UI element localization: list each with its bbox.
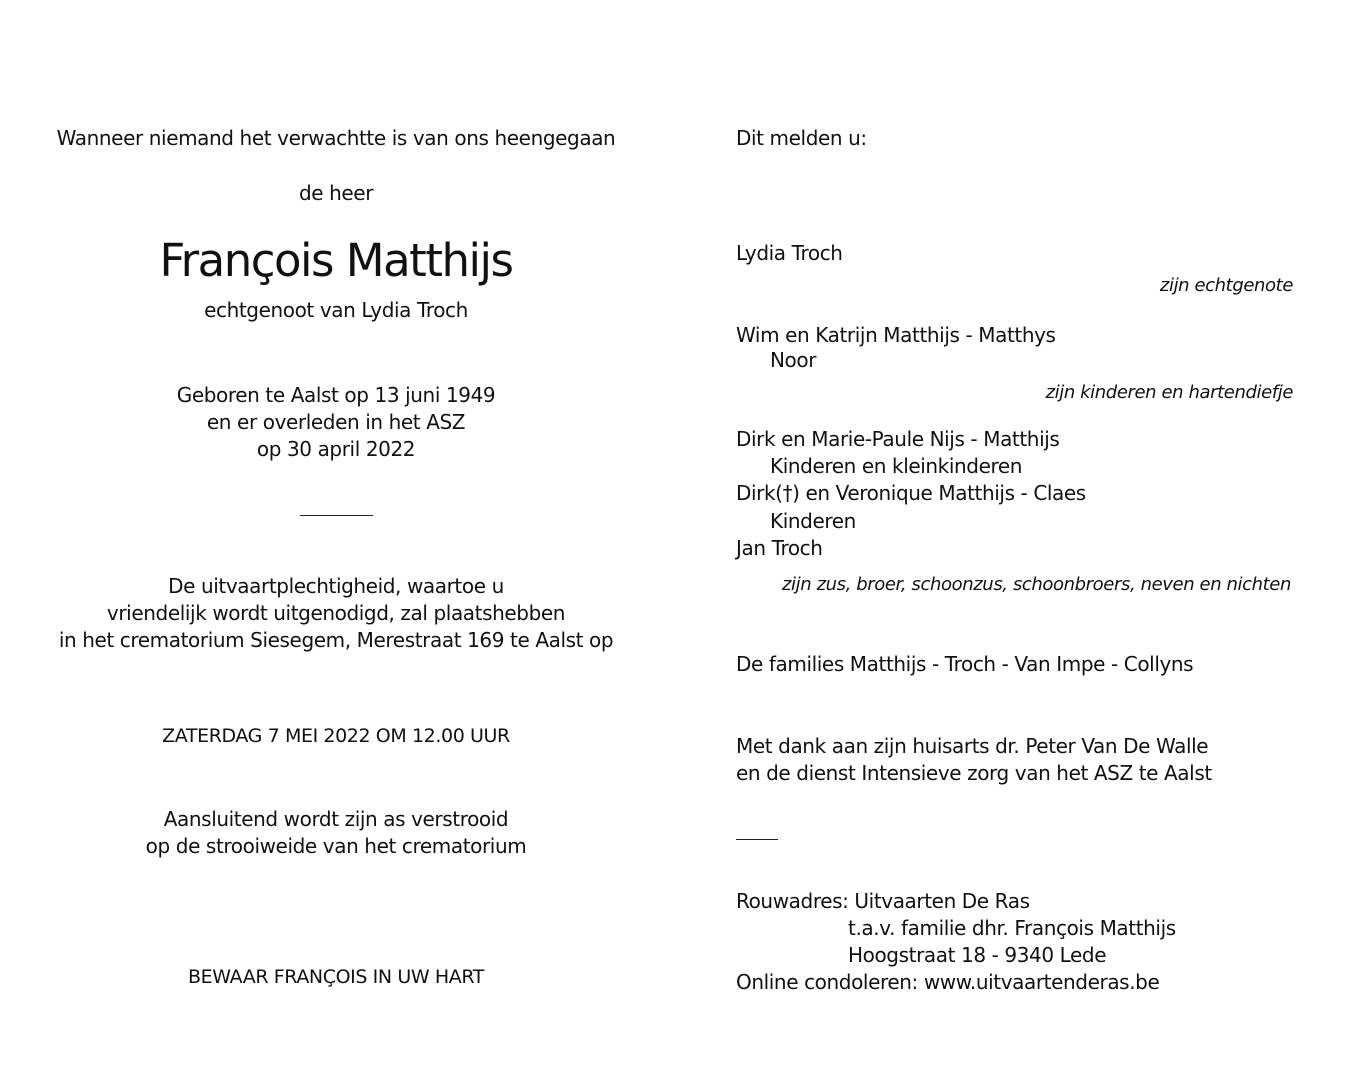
closing-line: BEWAAR FRANÇOIS IN UW HART <box>188 966 484 988</box>
ceremony-block <box>59 573 613 654</box>
sibling-line-2: Dirk(†) en Veronique Matthijs - Claes <box>736 481 1086 505</box>
sibling-line-1-sub: Kinderen en kleinkinderen <box>770 454 1023 478</box>
title-prefix: de heer <box>298 181 374 205</box>
thanks-block <box>736 733 1212 787</box>
spouse-line: echtgenoot van Lydia Troch <box>204 298 468 322</box>
divider-right <box>736 839 778 840</box>
death-date-line: op 30 april 2022 <box>256 437 416 461</box>
children-line: Wim en Katrijn Matthijs - Matthys <box>736 323 1056 347</box>
deceased-name: François Matthijs <box>159 234 513 287</box>
ashes-line-1: Aansluitend wordt zijn as verstrooid <box>163 807 509 831</box>
address-label: Rouwadres: Uitvaarten De Ras <box>736 889 1030 913</box>
sibling-line-2-sub: Kinderen <box>770 509 856 533</box>
children-role: zijn kinderen en hartendiefje <box>1045 382 1293 403</box>
ashes-line-2: op de strooiweide van het crematorium <box>145 834 527 858</box>
ceremony-line-3: in het crematorium Siesegem, Merestraat 169 te Aalst op <box>58 628 614 652</box>
ceremony-line-1: De uitvaartplechtigheid, waartoe u <box>168 574 504 598</box>
siblings-role: zijn zus, broer, schoonzus, schoonbroers, neven en nichten <box>781 574 1291 595</box>
sibling-line-1: Dirk en Marie-Paule Nijs - Matthijs <box>736 427 1060 451</box>
announce-text: Dit melden u: <box>736 126 867 150</box>
grandchild-line: Noor <box>770 348 817 372</box>
ashes-block <box>146 806 527 860</box>
thanks-line-1: Met dank aan zijn huisarts dr. Peter Van De Walle <box>736 734 1209 758</box>
address-line-1: t.a.v. familie dhr. François Matthijs <box>848 916 1176 940</box>
intro-text: Wanneer niemand het verwachtte is van ons heengegaan <box>56 126 616 150</box>
spouse-name: Lydia Troch <box>736 241 843 265</box>
sibling-line-3: Jan Troch <box>736 536 823 560</box>
birth-block <box>177 382 496 463</box>
divider-left <box>300 515 373 516</box>
online-condolence: Online condoleren: www.uitvaartenderas.be <box>736 970 1160 994</box>
families-line: De families Matthijs - Troch - Van Impe - Collyns <box>736 652 1194 676</box>
address-line-2: Hoogstraat 18 - 9340 Lede <box>848 943 1107 967</box>
thanks-line-2: en de dienst Intensieve zorg van het ASZ te Aalst <box>736 761 1212 785</box>
ceremony-date: ZATERDAG 7 MEI 2022 OM 12.00 UUR <box>162 725 510 747</box>
ceremony-line-2: vriendelijk wordt uitgenodigd, zal plaatshebben <box>106 601 566 625</box>
birth-line: Geboren te Aalst op 13 juni 1949 <box>176 383 496 407</box>
spouse-role: zijn echtgenote <box>1159 275 1293 296</box>
death-place-line: en er overleden in het ASZ <box>206 410 466 434</box>
